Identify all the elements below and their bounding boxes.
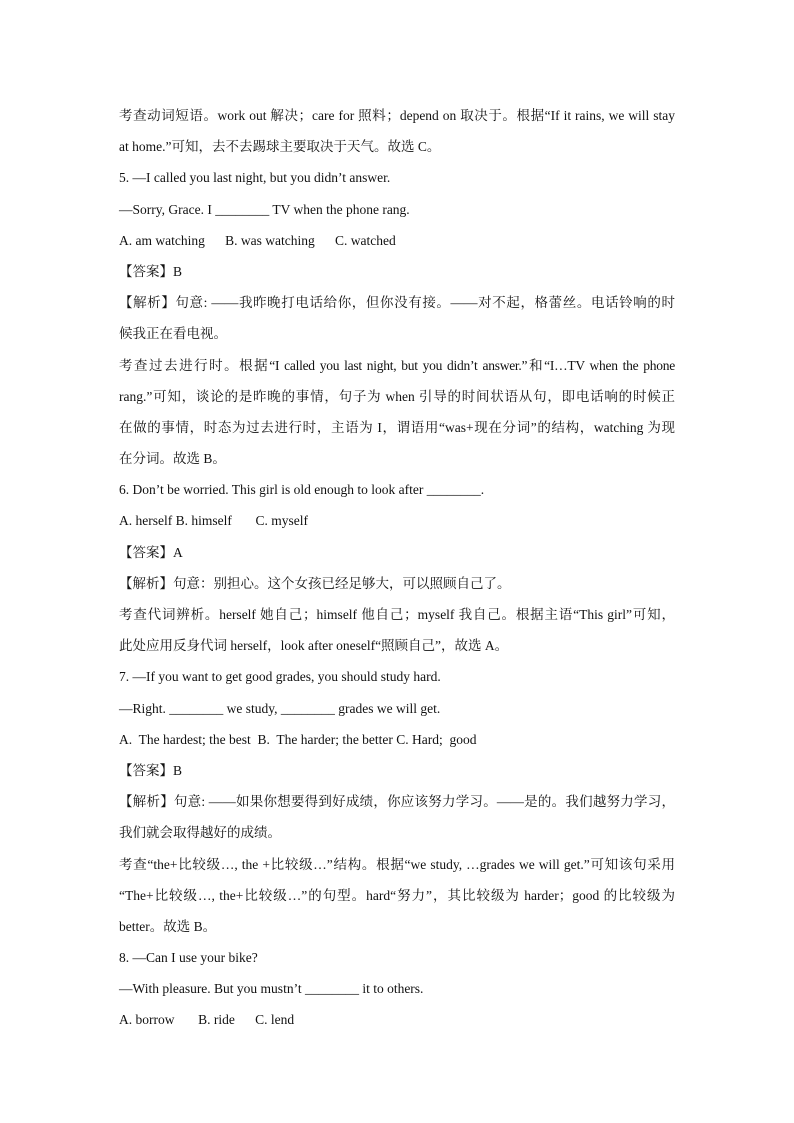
question-6-options: A. herself B. himself C. myself [119,513,308,529]
question-7-options: A. The hardest; the best B. The harder; the better C. Hard; good [119,731,477,747]
question-7-analysis: 【解析】句意: ——如果你想要得到好成绩，你应该努力学习。——是的。我们越努力学习， [119,794,675,810]
question-7-reply: —Right. ________ we study, ________ grades we will get. [119,700,441,716]
question-6-answer: 【答案】A [119,544,183,560]
question-8-reply: —With pleasure. But you mustn’t ________ it to others. [119,981,424,997]
question-8-stem: 8. —Can I use your bike? [119,950,258,966]
question-5-options: A. am watching B. was watching C. watched [119,232,396,248]
question-6-analysis: 【解析】句意：别担心。这个女孩已经足够大，可以照顾自己了。 [119,575,511,591]
text-line: 此处应用反身代词 herself，look after oneself“照顾自己”，故选 A。 [119,638,509,654]
text-line: 考查“the+比较级…, the +比较级…”结构。根据“we study, …grades we will get.”可知该句采用 [119,856,675,872]
text-line: better。故选 B。 [119,918,217,934]
question-5-answer: 【答案】B [119,263,183,279]
question-7-stem: 7. —If you want to get good grades, you should study hard. [119,669,441,685]
question-8-options: A. borrow B. ride C. lend [119,1012,295,1028]
text-line: 考查代词辨析。herself 她自己；himself 他自己；myself 我自己。根据主语“This girl”可知， [119,607,675,622]
question-6-stem: 6. Don’t be worried. This girl is old enough to look after ________. [119,482,485,498]
text-line: 考查动词短语。work out 解决；care for 照料；depend on 取决于。根据“If it rains, we will stay [119,108,675,123]
text-line: 考查过去进行时。根据“I called you last night, but you didn’t answer.”和“I…TV when the phone [119,357,675,373]
text-line: “The+比较级…, the+比较级…”的句型。hard“努力”，其比较级为 harder；good 的比较级为 [119,887,675,903]
text-line: 我们就会取得越好的成绩。 [119,825,281,841]
question-7-answer: 【答案】B [119,762,183,778]
question-5-stem: 5. —I called you last night, but you didn’t answer. [119,170,391,186]
text-line: rang.”可知，谈论的是昨晚的事情，句子为 when 引导的时间状语从句，即电话响的时候正 [119,388,675,404]
question-5-reply: —Sorry, Grace. I ________ TV when the phone rang. [119,201,410,217]
text-line: 候我正在看电视。 [119,326,227,342]
document-body [119,100,675,1036]
text-line: at home.”可知，去不去踢球主要取决于天气。故选 C。 [119,139,441,155]
text-line: 在做的事情，时态为过去进行时，主语为 I，谓语用“was+现在分词”的结构，watching 为现 [119,419,675,435]
text-line: 在分词。故选 B。 [119,451,226,467]
question-5-analysis: 【解析】句意: ——我昨晚打电话给你，但你没有接。——对不起，格蕾丝。电话铃响的时 [119,295,675,311]
